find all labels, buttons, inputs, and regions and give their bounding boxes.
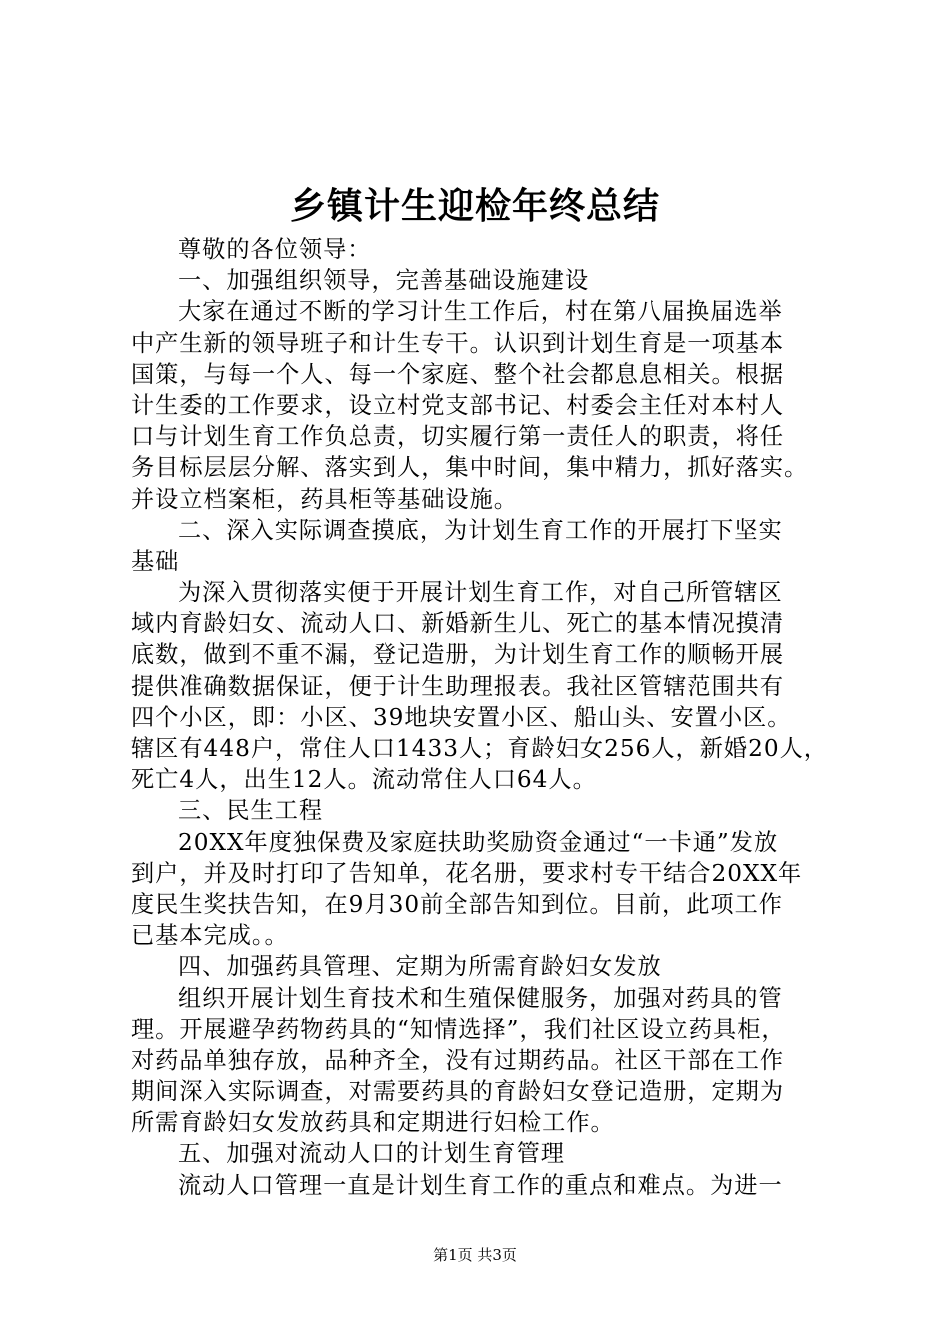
body-line: 域内育龄妇女、流动人口、新婚新生儿、死亡的基本情况摸清 (131, 610, 785, 638)
body-line: 底数，做到不重不漏，登记造册，为计划生育工作的顺畅开展 (131, 641, 785, 669)
body-line: 并设立档案柜，药具柜等基础设施。 (131, 485, 518, 513)
body-line: 中产生新的领导班子和计生专干。认识到计划生育是一项基本 (131, 329, 785, 357)
body-line: 尊敬的各位领导： (178, 236, 372, 263)
section-heading: 四、加强药具管理、定期为所需育龄妇女发放 (178, 953, 662, 981)
body-line: 计生委的工作要求，设立村党支部书记、村委会主任对本村人 (131, 391, 785, 419)
body-line: 提供准确数据保证，便于计生助理报表。我社区管辖范围共有 (131, 672, 785, 700)
body-line: 所需育龄妇女发放药具和定期进行妇检工作。 (131, 1109, 615, 1137)
body-line: 口与计划生育工作负总责，切实履行第一责任人的职责，将任 (131, 423, 785, 451)
body-line: 为深入贯彻落实便于开展计划生育工作，对自己所管辖区 (178, 579, 783, 607)
body-line: 务目标层层分解、落实到人，集中时间，集中精力，抓好落实。 (131, 454, 809, 482)
section-heading: 一、加强组织领导，完善基础设施建设 (178, 267, 590, 295)
section-heading: 三、民生工程 (178, 797, 324, 825)
body-line: 对药品单独存放，品种齐全，没有过期药品。社区干部在工作 (131, 1046, 785, 1074)
section-heading: 五、加强对流动人口的计划生育管理 (178, 1140, 565, 1168)
document-title: 乡镇计生迎检年终总结 (289, 185, 660, 227)
section-heading-continued: 基础 (131, 547, 180, 575)
section-heading: 二、深入实际调查摸底，为计划生育工作的开展打下坚实 (178, 516, 783, 544)
document-body (131, 234, 831, 1201)
body-line: 期间深入实际调查，对需要药具的育龄妇女登记造册，定期为 (131, 1078, 785, 1106)
body-line: 流动人口管理一直是计划生育工作的重点和难点。为进一 (178, 1171, 783, 1199)
body-line: 已基本完成。。 (131, 922, 289, 950)
body-line: 大家在通过不断的学习计生工作后，村在第八届换届选举 (178, 298, 783, 326)
page-number-footer: 第1页 共3页 (433, 1246, 517, 1264)
body-line: 死亡4人，出生12人。流动常住人口64人。 (131, 766, 597, 794)
body-line: 度民生奖扶告知，在9月30前全部告知到位。目前，此项工作 (131, 890, 783, 918)
body-line: 到户，并及时打印了告知单，花名册，要求村专干结合20XX年 (131, 859, 803, 887)
body-line: 国策，与每一个人、每一个家庭、整个社会都息息相关。根据 (131, 360, 785, 388)
body-line: 理。开展避孕药物药具的“知情选择”，我们社区设立药具柜， (131, 1015, 786, 1043)
body-line: 辖区有448户，常住人口1433人；育龄妇女256人，新婚20人， (131, 735, 828, 762)
body-line: 组织开展计划生育技术和生殖保健服务，加强对药具的管 (178, 984, 783, 1012)
body-line: 20XX年度独保费及家庭扶助奖励资金通过“一卡通”发放 (178, 828, 779, 856)
body-line: 四个小区，即：小区、39地块安置小区、船山头、安置小区。 (131, 703, 792, 731)
